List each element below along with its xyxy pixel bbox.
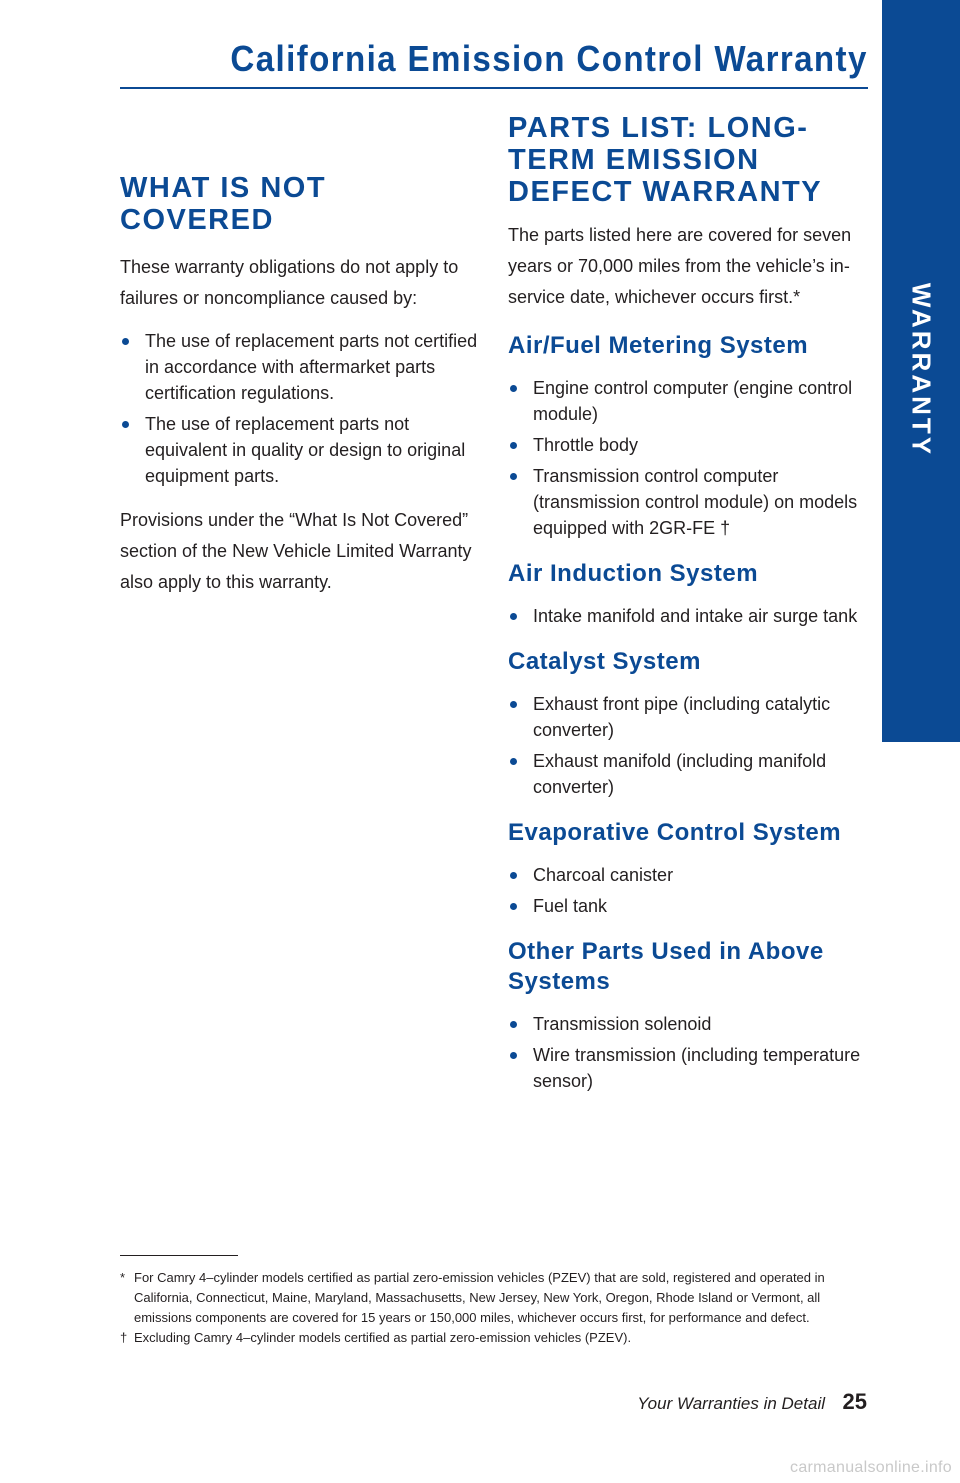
other-parts-list: [508, 1011, 864, 1094]
footnote: [120, 1268, 865, 1328]
parts-list-intro: The parts listed here are covered for seven years or 70,000 miles from the vehicle’s in-service date, whichever occurs first.*: [508, 225, 852, 307]
list-item-text: The use of replacement parts not certified in accordance with aftermarket parts certification regulations.: [145, 331, 478, 403]
list-item: [120, 411, 480, 489]
left-column: [120, 172, 480, 598]
bullet-icon: [510, 872, 517, 879]
bullet-icon: [510, 1052, 517, 1059]
list-item-text: Wire transmission (including temperature sensor): [533, 1045, 861, 1091]
bullet-icon: [510, 613, 517, 620]
list-item-text: Engine control computer (engine control module): [533, 378, 853, 424]
parts-list-heading: PARTS LIST: LONG-TERM EMISSION DEFECT WARRANTY: [508, 112, 823, 208]
evaporative-list: [508, 862, 864, 919]
list-item: [508, 1011, 864, 1037]
air-fuel-list: [508, 375, 864, 541]
list-item-text: Charcoal canister: [533, 865, 674, 885]
page-number: 25: [842, 1389, 867, 1414]
list-item-text: Fuel tank: [533, 896, 608, 916]
list-item: [120, 328, 480, 406]
air-induction-list: [508, 603, 864, 629]
footnotes: [120, 1268, 865, 1348]
not-covered-heading: WHAT IS NOT COVERED: [120, 172, 327, 236]
section-heading-other-parts: Other Parts Used in Above Systems: [508, 938, 824, 995]
list-item: [508, 1042, 864, 1094]
section-heading-evaporative: Evaporative Control System: [508, 819, 842, 846]
list-item: [508, 893, 864, 919]
list-item: [508, 862, 864, 888]
footnote: [120, 1328, 865, 1348]
bullet-icon: [122, 421, 129, 428]
list-item: [508, 463, 864, 541]
bullet-icon: [510, 758, 517, 765]
list-item-text: The use of replacement parts not equivalent in quality or design to original equipment parts.: [145, 414, 466, 486]
list-item-text: Transmission control computer (transmission control module) on models equipped with 2GR-FE †: [533, 466, 858, 538]
list-item-text: Exhaust manifold (including manifold converter): [533, 751, 827, 797]
not-covered-list: [120, 328, 480, 489]
list-item: [508, 375, 864, 427]
list-item: [508, 691, 864, 743]
page-header-title: California Emission Control Warranty: [230, 38, 868, 79]
list-item-text: Throttle body: [533, 435, 639, 455]
footnote-mark: *: [120, 1270, 126, 1285]
not-covered-intro: These warranty obligations do not apply to failures or noncompliance caused by:: [120, 257, 459, 308]
list-item-text: Intake manifold and intake air surge tank: [533, 606, 858, 626]
list-item: [508, 603, 864, 629]
bullet-icon: [510, 473, 517, 480]
bullet-icon: [510, 701, 517, 708]
list-item-text: Exhaust front pipe (including catalytic converter): [533, 694, 831, 740]
bullet-icon: [510, 385, 517, 392]
bullet-icon: [510, 903, 517, 910]
list-item: [508, 748, 864, 800]
bullet-icon: [510, 1021, 517, 1028]
footnote-mark: †: [120, 1330, 128, 1345]
header-rule: [120, 87, 868, 89]
bullet-icon: [122, 338, 129, 345]
list-item: [508, 432, 864, 458]
right-column: [508, 112, 864, 1099]
list-item-text: Transmission solenoid: [533, 1014, 712, 1034]
section-heading-air-induction: Air Induction System: [508, 560, 759, 587]
side-tab-label: WARRANTY: [906, 282, 937, 458]
footer-section-label: Your Warranties in Detail: [637, 1394, 825, 1413]
footnote-text: Excluding Camry 4–cylinder models certified as partial zero-emission vehicles (PZEV).: [134, 1330, 632, 1345]
bullet-icon: [510, 442, 517, 449]
footnote-text: For Camry 4–cylinder models certified as partial zero-emission vehicles (PZEV) that are sold, registered and operated in California, Connecticut, Maine, Maryland, Massachusetts, New Jersey, New York, Oregon, Rhode Island or Vermont, all emissions components are covered for 15 years or 150,000 miles, whichever occurs first, for performance and defect.: [134, 1270, 825, 1325]
catalyst-list: [508, 691, 864, 800]
section-heading-catalyst: Catalyst System: [508, 648, 701, 675]
watermark: carmanualsonline.info: [790, 1459, 952, 1476]
section-heading-air-fuel: Air/Fuel Metering System: [508, 332, 809, 359]
footnote-rule: [120, 1255, 238, 1256]
not-covered-closing: Provisions under the “What Is Not Covered” section of the New Vehicle Limited Warranty also apply to this warranty.: [120, 510, 472, 592]
